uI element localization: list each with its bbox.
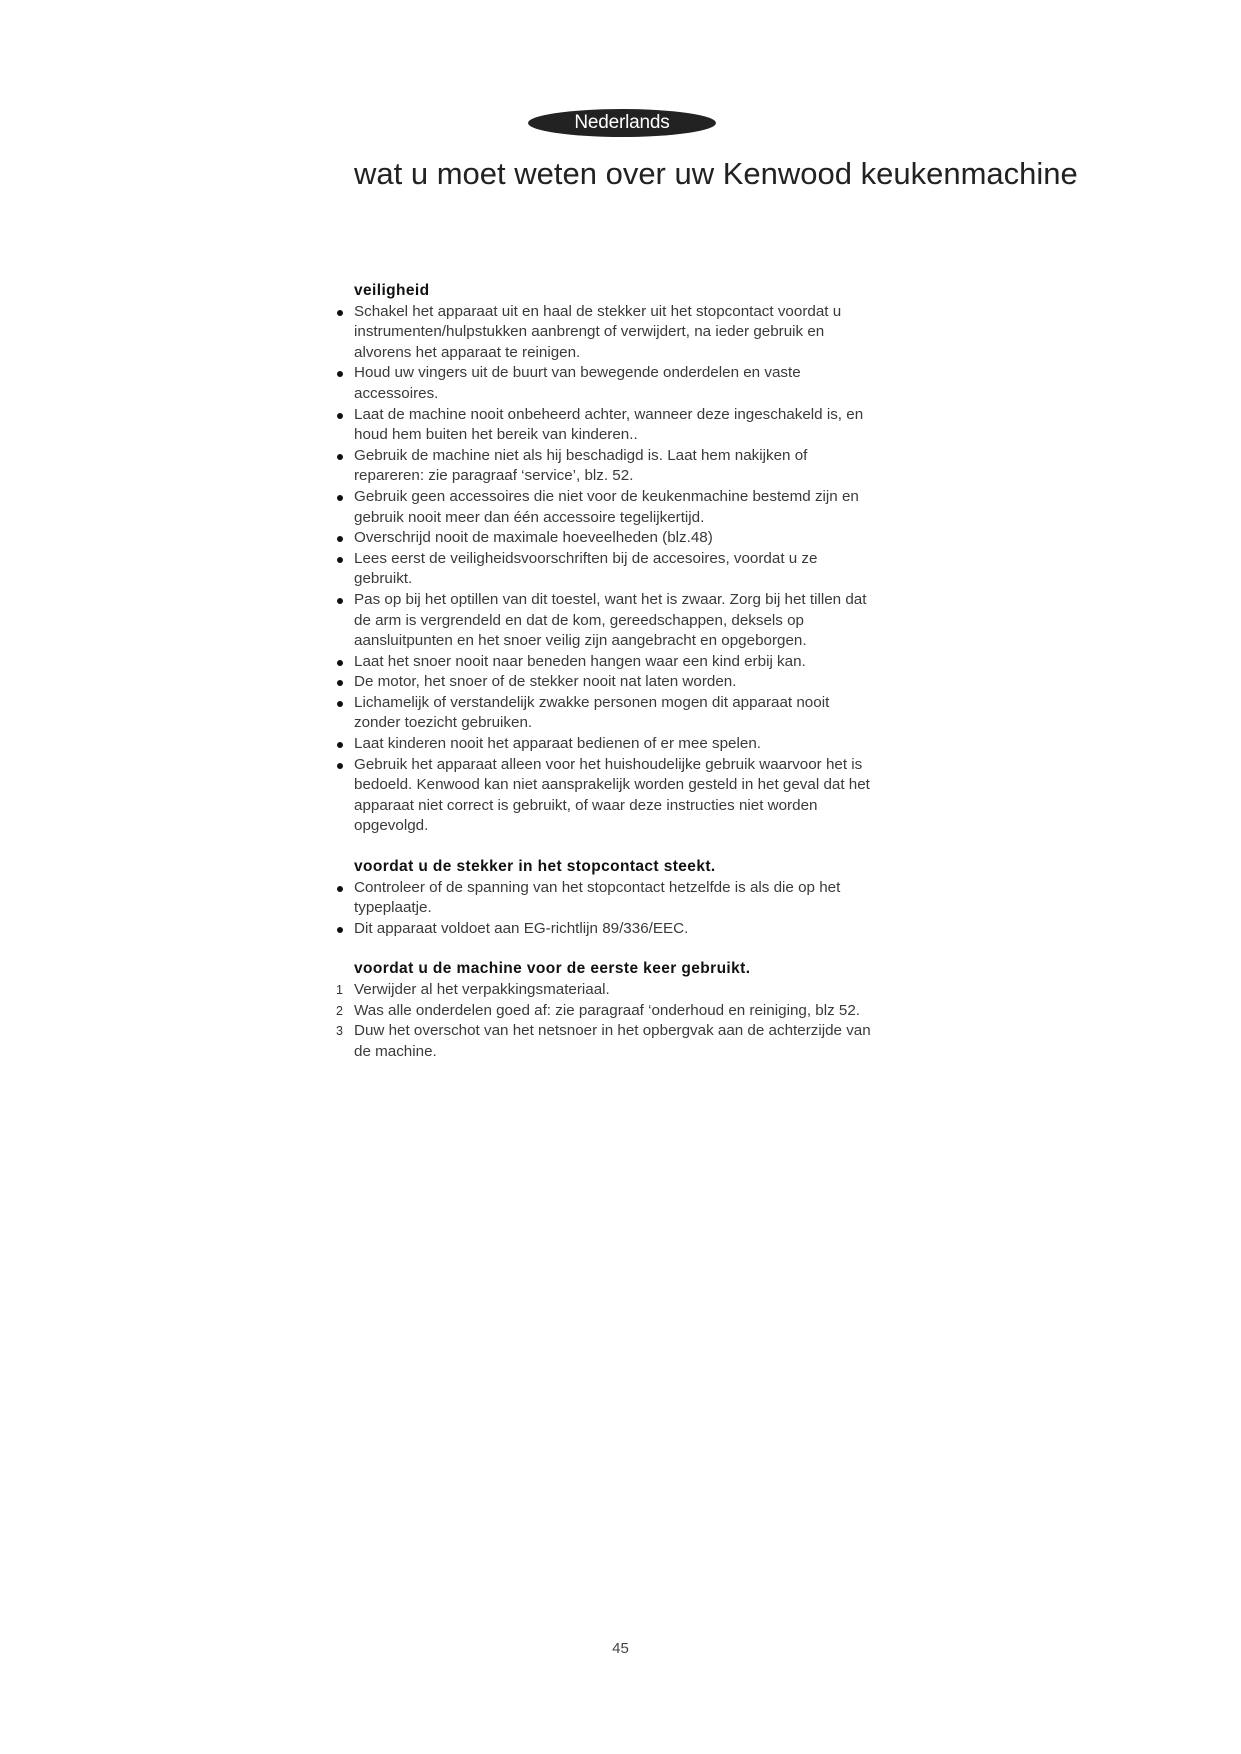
list-item: Lichamelijk of verstandelijk zwakke personen mogen dit apparaat nooit zonder toezicht gebruiken. xyxy=(336,693,876,734)
bullet-icon xyxy=(337,536,343,542)
before-plugging-section xyxy=(336,857,876,939)
list-item: Lees eerst de veiligheidsvoorschriften bij de accesoires, voordat u ze gebruikt. xyxy=(336,549,876,590)
list-item: Houd uw vingers uit de buurt van bewegende onderdelen en vaste accessoires. xyxy=(336,363,876,404)
page-title: wat u moet weten over uw Kenwood keukenmachine xyxy=(354,156,1078,191)
bullet-icon xyxy=(337,701,343,707)
list-item: Schakel het apparaat uit en haal de stekker uit het stopcontact voordat u instrumenten/hulpstukken aanbrengt of verwijdert, na ieder gebruik en alvorens het apparaat te reinigen. xyxy=(336,302,876,364)
bullet-icon xyxy=(337,742,343,748)
main-content xyxy=(336,281,876,1062)
bullet-icon xyxy=(337,660,343,666)
step-item xyxy=(336,980,876,1001)
step-text: Duw het overschot van het netsnoer in het opbergvak aan de achterzijde van de machine. xyxy=(354,1022,871,1060)
bullet-icon xyxy=(337,927,343,933)
first-use-heading: voordat u de machine voor de eerste keer gebruikt. xyxy=(354,960,751,978)
before-plugging-heading: voordat u de stekker in het stopcontact steekt. xyxy=(354,858,716,876)
bullet-icon xyxy=(337,886,343,892)
page-number: 45 xyxy=(612,1640,629,1657)
safety-list xyxy=(336,302,876,837)
safety-heading: veiligheid xyxy=(354,282,430,299)
first-use-section xyxy=(336,959,876,1062)
list-item: Laat het snoer nooit naar beneden hangen waar een kind erbij kan. xyxy=(336,652,876,673)
safety-section xyxy=(336,281,876,837)
list-item: Gebruik de machine niet als hij beschadigd is. Laat hem nakijken of repareren: zie paragraaf ‘service’, blz. 52. xyxy=(336,446,876,487)
step-number: 3 xyxy=(336,1024,343,1039)
bullet-icon xyxy=(337,371,343,377)
step-text: Verwijder al het verpakkingsmateriaal. xyxy=(354,981,610,998)
list-item: Overschrijd nooit de maximale hoeveelheden (blz.48) xyxy=(336,528,876,549)
list-item: Dit apparaat voldoet aan EG-richtlijn 89/336/EEC. xyxy=(336,919,876,940)
list-item: Laat kinderen nooit het apparaat bedienen of er mee spelen. xyxy=(336,734,876,755)
list-item: Gebruik geen accessoires die niet voor de keukenmachine bestemd zijn en gebruik nooit meer dan één accessoire tegelijkertijd. xyxy=(336,487,876,528)
language-badge: Nederlands xyxy=(528,109,716,137)
first-use-steps xyxy=(336,980,876,1062)
step-item xyxy=(336,1021,876,1062)
before-plugging-list xyxy=(336,878,876,940)
bullet-icon xyxy=(337,598,343,604)
step-number: 2 xyxy=(336,1003,343,1018)
list-item: Laat de machine nooit onbeheerd achter, wanneer deze ingeschakeld is, en houd hem buiten het bereik van kinderen.. xyxy=(336,405,876,446)
list-item: De motor, het snoer of de stekker nooit nat laten worden. xyxy=(336,672,876,693)
bullet-icon xyxy=(337,763,343,769)
list-item: Controleer of de spanning van het stopcontact hetzelfde is als die op het typeplaatje. xyxy=(336,878,876,919)
list-item: Pas op bij het optillen van dit toestel, want het is zwaar. Zorg bij het tillen dat de arm is vergrendeld en dat de kom, gereedschappen, deksels op aansluitpunten en het snoer veilig zijn aangebracht en opgeborgen. xyxy=(336,590,876,652)
step-text: Was alle onderdelen goed af: zie paragraaf ‘onderhoud en reiniging, blz 52. xyxy=(354,1001,861,1019)
bullet-icon xyxy=(337,310,343,316)
bullet-icon xyxy=(337,557,343,563)
bullet-icon xyxy=(337,413,343,419)
list-item: Gebruik het apparaat alleen voor het huishoudelijke gebruik waarvoor het is bedoeld. Kenwood kan niet aansprakelijk worden gesteld in het geval dat het apparaat niet correct is gebruikt, of waar deze instructies niet worden opgevolgd. xyxy=(336,755,876,837)
bullet-icon xyxy=(337,454,343,460)
bullet-icon xyxy=(337,495,343,501)
step-item xyxy=(336,1001,876,1022)
bullet-icon xyxy=(337,680,343,686)
step-number: 1 xyxy=(336,983,343,997)
